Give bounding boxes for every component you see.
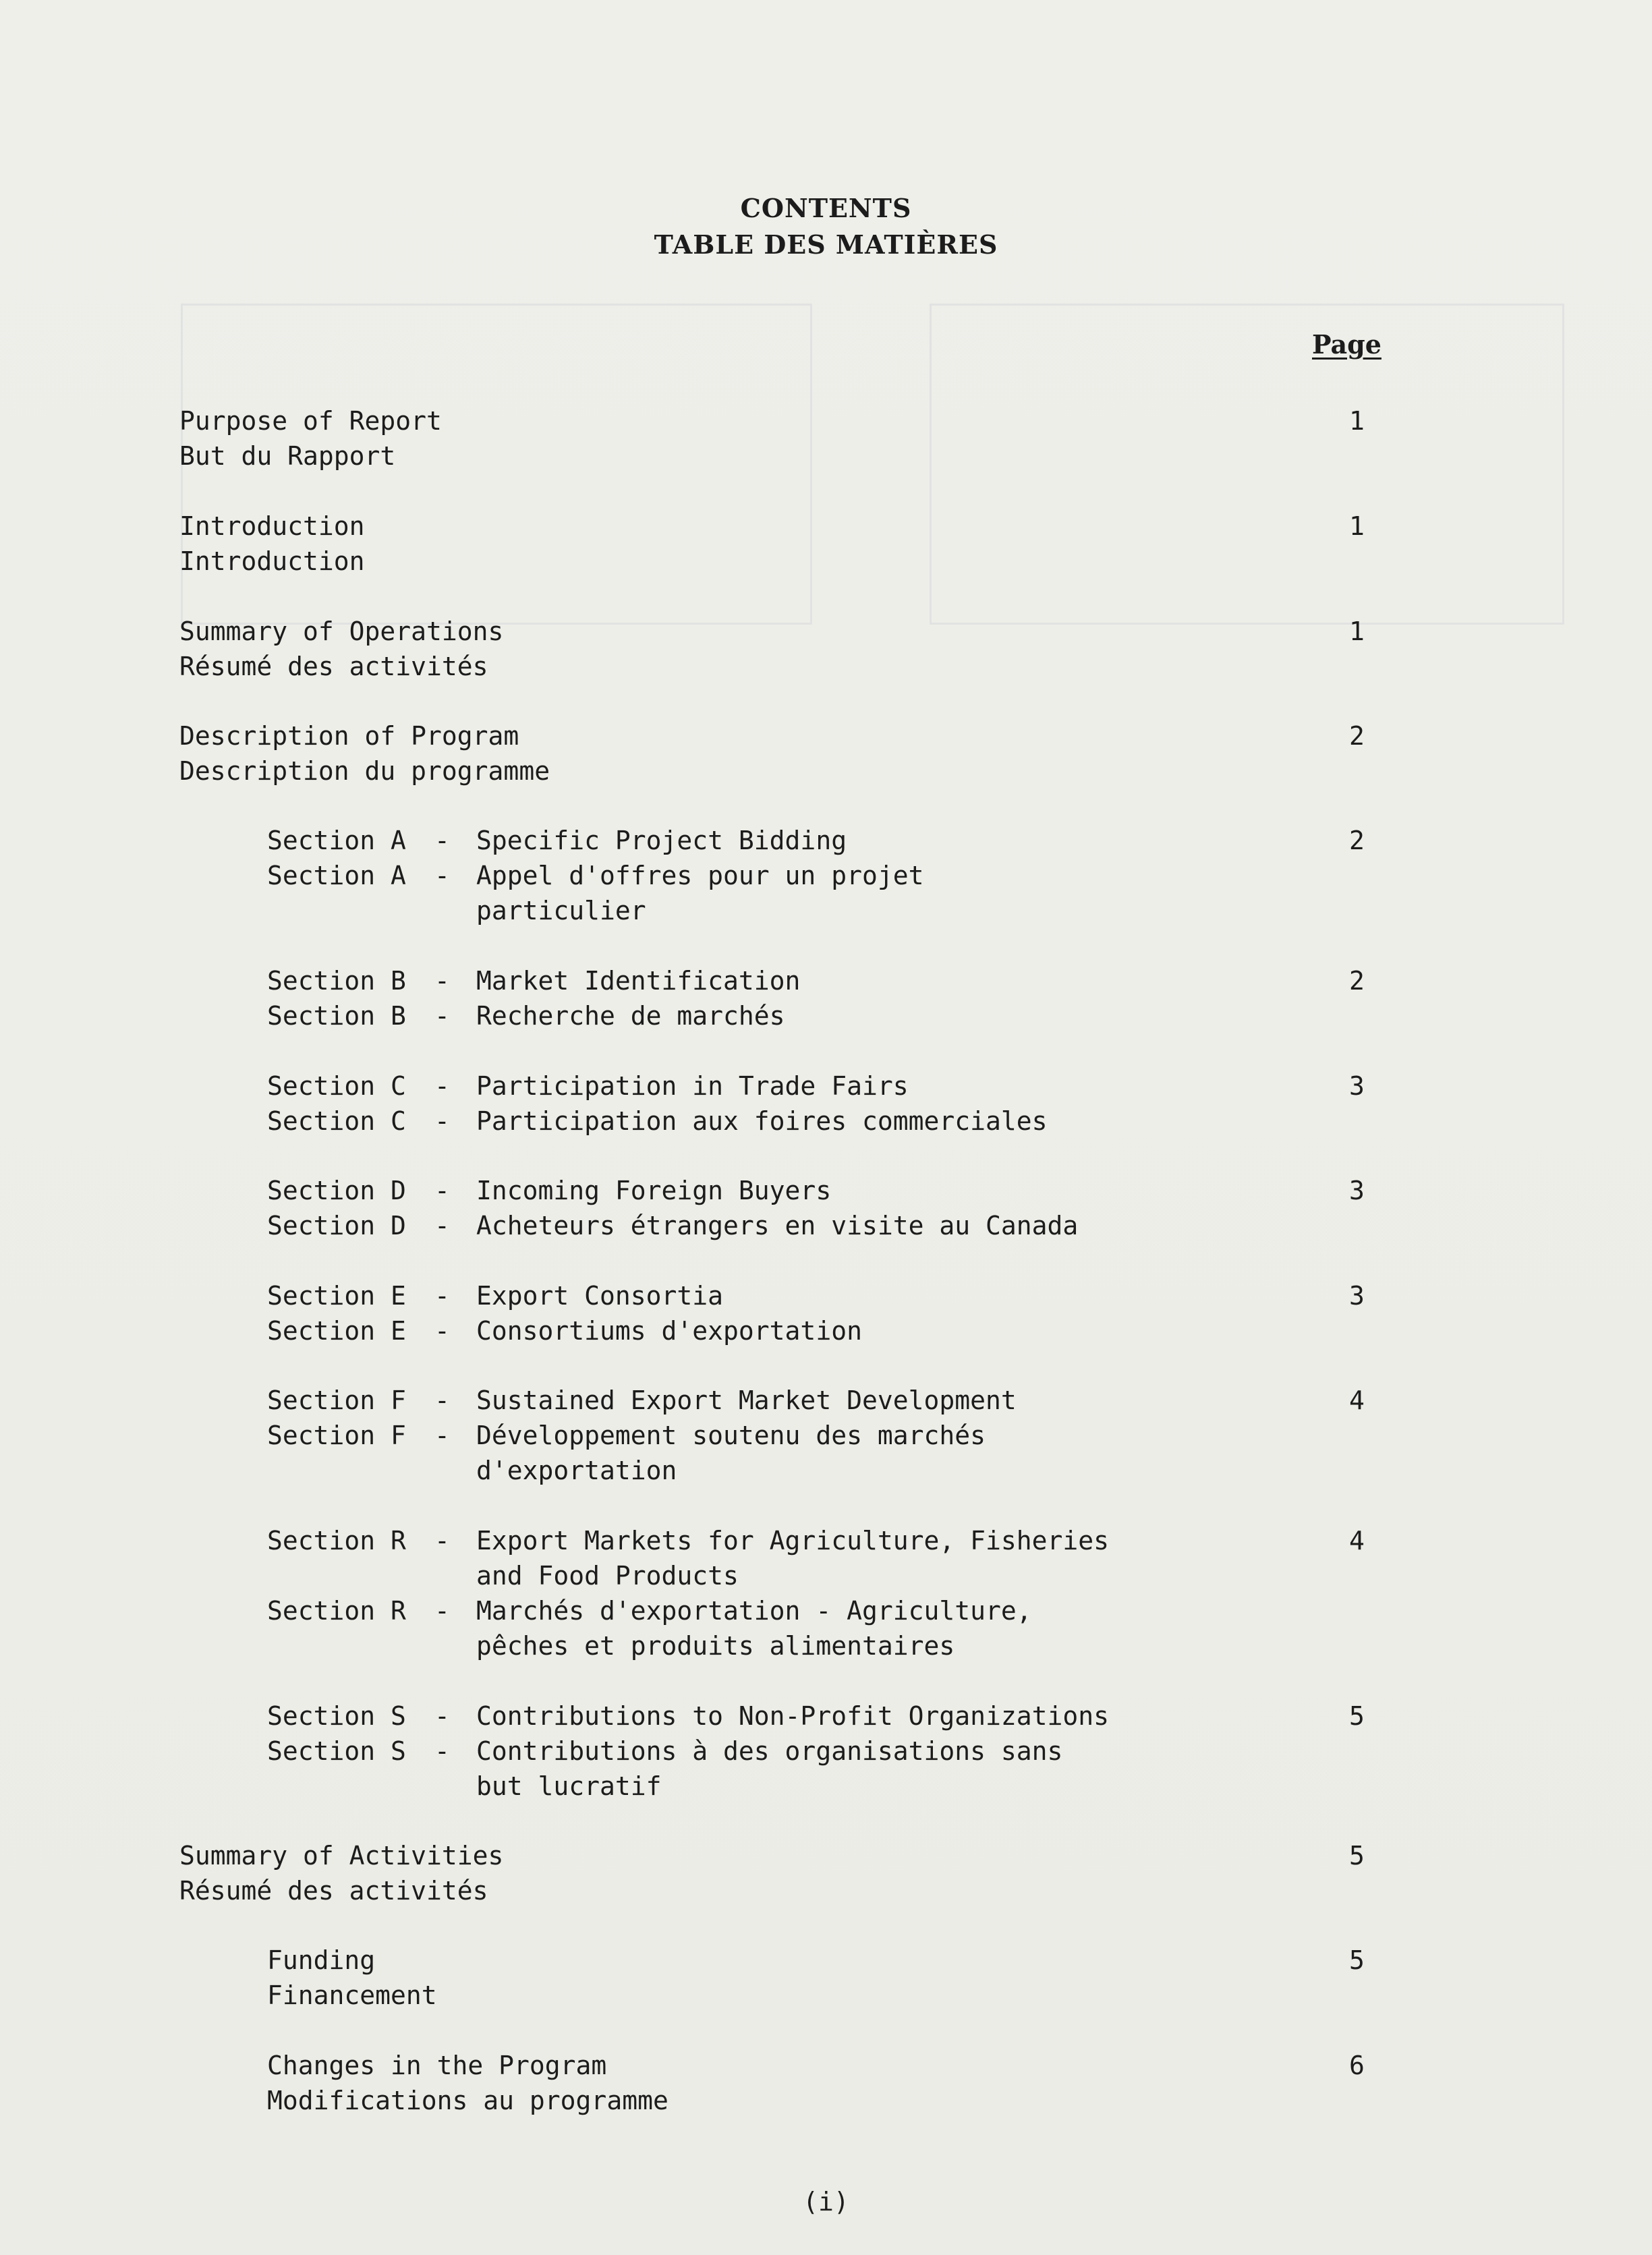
section-dash: - (434, 1071, 450, 1101)
section-title: d'exportation (476, 1456, 677, 1485)
section-title: Specific Project Bidding (476, 826, 847, 855)
section-line (267, 1208, 1319, 1243)
page-column-header: Page (1312, 329, 1382, 360)
section-line (267, 1593, 1319, 1628)
toc-subentry (267, 1943, 437, 2013)
toc-entry-page-number: 1 (1349, 511, 1365, 541)
toc-entry (179, 509, 365, 579)
section-title: Incoming Foreign Buyers (476, 1176, 832, 1205)
section-label: Section B (267, 966, 406, 996)
section-dash: - (434, 1596, 450, 1626)
section-label: Section C (267, 1106, 406, 1136)
section-page-number: 2 (1349, 966, 1365, 996)
section-line (267, 1769, 1319, 1804)
section-page-number: 4 (1349, 1386, 1365, 1415)
toc-summary (179, 1838, 503, 1908)
section-page-number: 3 (1349, 1176, 1365, 1205)
section-title: Marchés d'exportation - Agriculture, (476, 1596, 1032, 1626)
section-title: Participation aux foires commerciales (476, 1106, 1048, 1136)
section-title: Acheteurs étrangers en visite au Canada (476, 1211, 1079, 1240)
toc-entry (179, 614, 503, 684)
section-title: Participation in Trade Fairs (476, 1071, 909, 1101)
toc-subentry-page-number: 6 (1349, 2051, 1365, 2080)
title-english: CONTENTS (740, 193, 912, 223)
toc-entry-page-number: 2 (1349, 721, 1365, 751)
toc-section-entry (267, 823, 1319, 928)
section-line (267, 893, 1319, 928)
section-line (267, 963, 1319, 998)
section-title: Appel d'offres pour un projet (476, 861, 924, 890)
section-dash: - (434, 1701, 450, 1731)
section-line (267, 1383, 1319, 1418)
toc-section-entry (267, 1068, 1319, 1139)
toc-subentry-page-number: 5 (1349, 1945, 1365, 1975)
toc-summary-page-number: 5 (1349, 1841, 1365, 1871)
section-dash: - (434, 1316, 450, 1346)
section-label: Section R (267, 1596, 406, 1626)
toc-entry (179, 718, 550, 789)
section-line (267, 1068, 1319, 1104)
toc-summary-french: Résumé des activités (179, 1876, 488, 1906)
section-dash: - (434, 861, 450, 890)
section-title: Contributions to Non-Profit Organizations (476, 1701, 1109, 1731)
toc-entry-french: Résumé des activités (179, 652, 488, 681)
section-dash: - (434, 1736, 450, 1766)
section-line (267, 823, 1319, 858)
section-line (267, 1734, 1319, 1769)
toc-subentry-french: Modifications au programme (267, 2086, 668, 2115)
section-title: Export Consortia (476, 1281, 724, 1311)
toc-entry-french: But du Rapport (179, 441, 396, 471)
section-dash: - (434, 1421, 450, 1450)
section-line (267, 1278, 1319, 1313)
section-line (267, 998, 1319, 1033)
section-title: but lucratif (476, 1771, 662, 1801)
section-page-number: 4 (1349, 1526, 1365, 1555)
section-title: Consortiums d'exportation (476, 1316, 862, 1346)
section-dash: - (434, 1386, 450, 1415)
section-title: particulier (476, 896, 646, 925)
section-page-number: 3 (1349, 1281, 1365, 1311)
toc-entry-page-number: 1 (1349, 617, 1365, 646)
toc-entry-page-number: 1 (1349, 406, 1365, 436)
toc-section-entry (267, 1699, 1319, 1804)
section-line (267, 1523, 1319, 1558)
toc-section-entry (267, 1523, 1319, 1663)
toc-entry-french: Description du programme (179, 756, 550, 786)
section-title: Export Markets for Agriculture, Fisheries (476, 1526, 1109, 1555)
section-line (267, 1558, 1319, 1593)
toc-subentry-french: Financement (267, 1980, 437, 2010)
section-dash: - (434, 1526, 450, 1555)
toc-entry-french: Introduction (179, 546, 365, 576)
toc-entry-english: Summary of Operations (179, 617, 504, 646)
section-label: Section F (267, 1386, 406, 1415)
section-label: Section F (267, 1421, 406, 1450)
section-line (267, 1628, 1319, 1663)
section-label: Section R (267, 1526, 406, 1555)
toc-entry-english: Description of Program (179, 721, 519, 751)
section-dash: - (434, 1281, 450, 1311)
section-dash: - (434, 1176, 450, 1205)
toc-subentry-english: Changes in the Program (267, 2051, 607, 2080)
section-line (267, 1173, 1319, 1208)
section-label: Section A (267, 861, 406, 890)
toc-entry (179, 403, 442, 474)
section-title: and Food Products (476, 1561, 739, 1591)
section-label: Section B (267, 1001, 406, 1031)
section-label: Section A (267, 826, 406, 855)
section-title: Market Identification (476, 966, 801, 996)
section-label: Section S (267, 1701, 406, 1731)
toc-section-entry (267, 963, 1319, 1033)
toc-entry-english: Purpose of Report (179, 406, 442, 436)
section-title: Sustained Export Market Development (476, 1386, 1017, 1415)
section-page-number: 5 (1349, 1701, 1365, 1731)
section-dash: - (434, 1001, 450, 1031)
toc-section-entry (267, 1278, 1319, 1348)
section-title: Développement soutenu des marchés (476, 1421, 986, 1450)
section-label: Section D (267, 1176, 406, 1205)
toc-subentry (267, 2048, 668, 2118)
section-label: Section D (267, 1211, 406, 1240)
toc-section-entry (267, 1173, 1319, 1243)
page-number-footer: (i) (803, 2187, 849, 2217)
section-label: Section C (267, 1071, 406, 1101)
section-title: Recherche de marchés (476, 1001, 785, 1031)
title-french: TABLE DES MATIÈRES (654, 229, 998, 260)
section-line (267, 1313, 1319, 1348)
section-dash: - (434, 1106, 450, 1136)
toc-subentry-english: Funding (267, 1945, 376, 1975)
toc-entry-english: Introduction (179, 511, 365, 541)
section-page-number: 3 (1349, 1071, 1365, 1101)
section-dash: - (434, 826, 450, 855)
section-title: pêches et produits alimentaires (476, 1631, 955, 1661)
section-dash: - (434, 966, 450, 996)
section-label: Section E (267, 1316, 406, 1346)
toc-summary-english: Summary of Activities (179, 1841, 504, 1871)
section-line (267, 1699, 1319, 1734)
section-page-number: 2 (1349, 826, 1365, 855)
section-label: Section S (267, 1736, 406, 1766)
section-line (267, 1453, 1319, 1488)
toc-section-entry (267, 1383, 1319, 1488)
section-label: Section E (267, 1281, 406, 1311)
section-line (267, 858, 1319, 893)
section-line (267, 1104, 1319, 1139)
section-title: Contributions à des organisations sans (476, 1736, 1063, 1766)
section-line (267, 1418, 1319, 1453)
section-dash: - (434, 1211, 450, 1240)
